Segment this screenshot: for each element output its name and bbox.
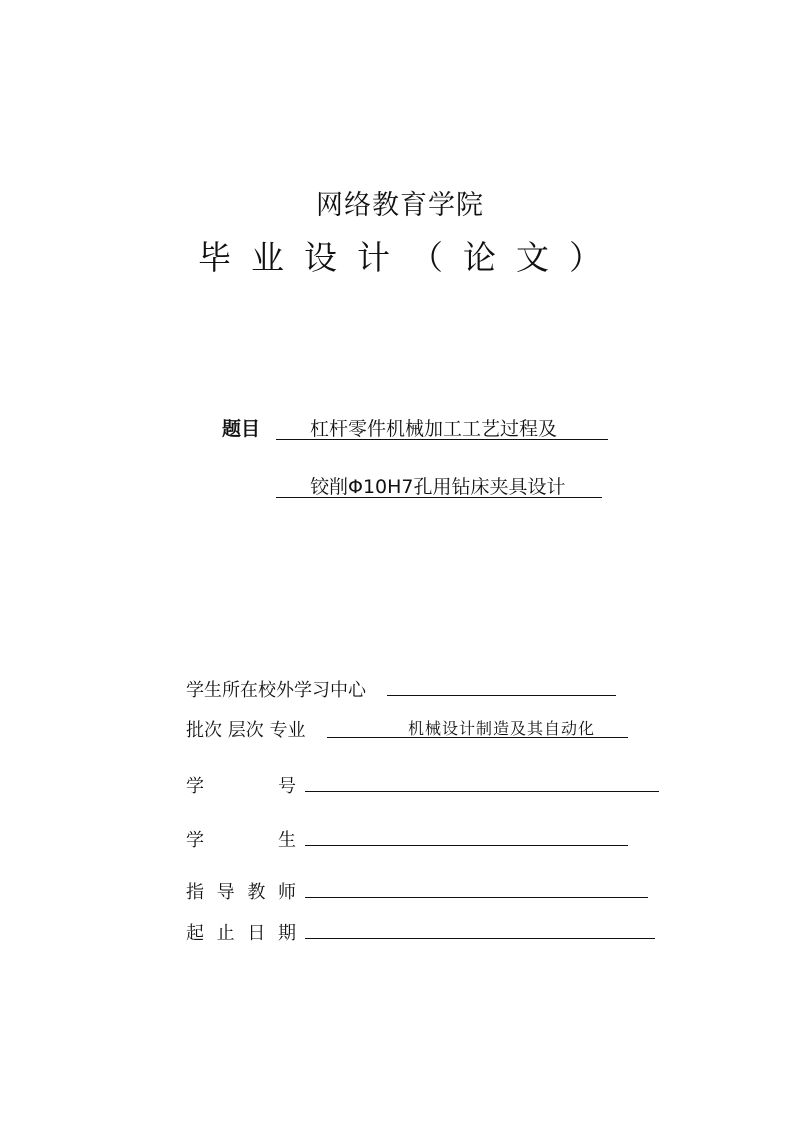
advisor-char: 导 xyxy=(216,882,235,903)
period-char: 日 xyxy=(247,923,266,944)
advisor-char: 指 xyxy=(186,882,204,903)
title-label: 题目 xyxy=(222,418,261,440)
title-line-2: 铰削Φ10H7孔用钻床夹具设计 xyxy=(276,472,602,498)
study-center-underline xyxy=(387,694,616,696)
major-value: 机械设计制造及其自动化 xyxy=(408,719,596,738)
advisor-char: 教 xyxy=(247,882,266,903)
student-id-char: 号 xyxy=(278,776,296,797)
period-underline xyxy=(305,937,655,939)
advisor-underline xyxy=(305,896,648,898)
student-label xyxy=(186,826,296,852)
document-type: 毕业设计（论文） xyxy=(198,238,622,277)
student-id-label xyxy=(186,772,296,798)
period-char: 止 xyxy=(216,923,235,944)
student-char: 生 xyxy=(278,830,296,851)
student-char: 学 xyxy=(186,830,204,851)
student-id-char: 学 xyxy=(186,776,204,797)
period-char: 期 xyxy=(277,923,296,944)
title-line-1: 杠杆零件机械加工工艺过程及 xyxy=(276,414,608,440)
student-id-underline xyxy=(305,790,659,792)
student-underline xyxy=(305,844,628,846)
advisor-char: 师 xyxy=(277,882,296,903)
period-label xyxy=(186,919,296,945)
school-name: 网络教育学院 xyxy=(316,190,484,221)
study-center-label: 学生所在校外学习中心 xyxy=(186,680,366,701)
period-char: 起 xyxy=(186,923,204,944)
batch-level-major-label: 批次 层次 专业 xyxy=(186,720,306,741)
advisor-label xyxy=(186,878,296,904)
